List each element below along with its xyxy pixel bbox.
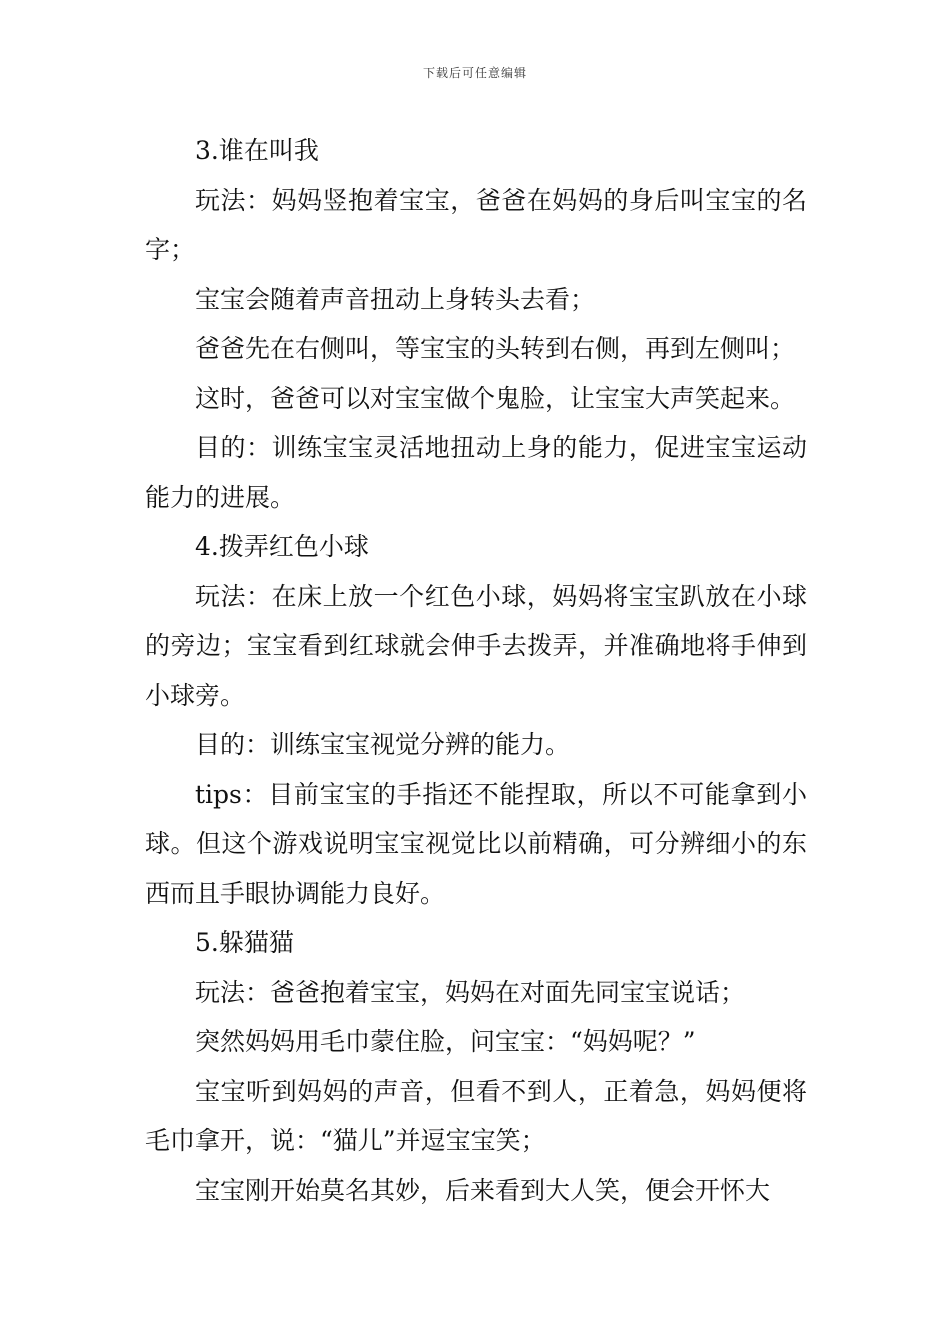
paragraph: 宝宝会随着声音扭动上身转头去看； [195,284,596,314]
section-heading-3: 3.谁在叫我 [195,136,319,165]
paragraph: 玩法：妈妈竖抱着宝宝，爸爸在妈妈的身后叫宝宝的名字； [145,185,807,264]
paragraph: 这时，爸爸可以对宝宝做个鬼脸，让宝宝大声笑起来。 [195,383,796,413]
paragraph: 突然妈妈用毛巾蒙住脸，问宝宝：“妈妈呢？” [195,1027,696,1056]
paragraph: 爸爸先在右侧叫，等宝宝的头转到右侧，再到左侧叫； [195,334,796,363]
paragraph: tips：目前宝宝的手指还不能捏取，所以不可能拿到小球。但这个游戏说明宝宝视觉比以前精确，可分辨细小的东西而且手眼协调能力良好。 [145,779,807,908]
paragraph: 目的：训练宝宝灵活地扭动上身的能力，促进宝宝运动能力的进展。 [145,433,807,512]
paragraph: 目的：训练宝宝视觉分辨的能力。 [195,730,571,759]
paragraph: 宝宝刚开始莫名其妙，后来看到大人笑，便会开怀大 [195,1175,771,1205]
document-body [145,126,807,1215]
page-header-note: 下载后可任意编辑 [422,66,527,80]
paragraph: 玩法：在床上放一个红色小球，妈妈将宝宝趴放在小球的旁边；宝宝看到红球就会伸手去拨弄，并准确地将手伸到小球旁。 [145,581,807,710]
paragraph: 玩法：爸爸抱着宝宝，妈妈在对面先同宝宝说话； [195,977,746,1007]
paragraph: 宝宝听到妈妈的声音，但看不到人，正着急，妈妈便将毛巾拿开，说：“猫儿”并逗宝宝笑； [145,1076,807,1155]
section-heading-5: 5.躲猫猫 [195,928,294,957]
section-heading-4: 4.拨弄红色小球 [195,532,369,561]
